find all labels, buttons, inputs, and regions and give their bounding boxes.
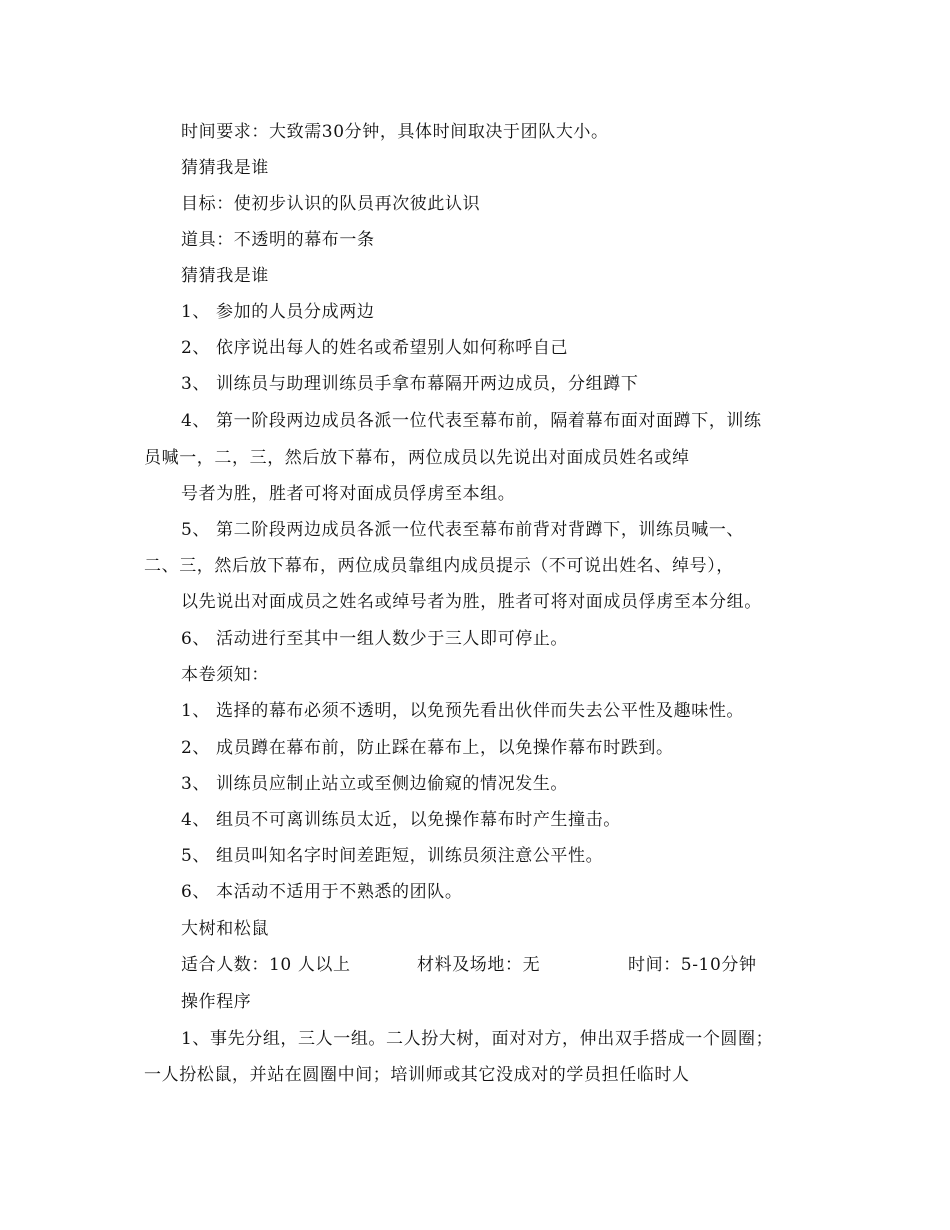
step-6: 6、 活动进行至其中一组人数少于三人即可停止。 (181, 629, 569, 649)
note-3: 3、 训练员应制止站立或至侧边偷窥的情况发生。 (181, 774, 569, 794)
time-requirement-line: 时间要求：大致需30分钟，具体时间取决于团队大小。 (181, 122, 609, 142)
step-1: 1、 参加的人员分成两边 (181, 302, 375, 322)
info-time: 时间：5-10分钟 (628, 955, 757, 975)
section-heading-tree-squirrel: 大树和松鼠 (181, 919, 269, 939)
procedure-step-1-continued: 一人扮松鼠，并站在圆圈中间；培训师或其它没成对的学员担任临时人 (144, 1065, 690, 1085)
notes-heading: 本卷须知： (181, 665, 269, 685)
step-3: 3、 训练员与助理训练员手拿布幕隔开两边成员，分组蹲下 (181, 374, 639, 394)
step-4: 4、 第一阶段两边成员各派一位代表至幕布前，隔着幕布面对面蹲下，训练 (181, 411, 762, 431)
step-5-continued: 二、三，然后放下幕布，两位成员靠组内成员提示（不可说出姓名、绰号）， (144, 556, 734, 576)
step-5-continued: 以先说出对面成员之姓名或绰号者为胜，胜者可将对面成员俘虏至本分组。 (181, 592, 762, 612)
info-materials: 材料及场地：无 (417, 955, 541, 975)
section-heading-guess-who: 猜猜我是谁 (181, 158, 269, 178)
step-4-continued: 员喊一，二，三，然后放下幕布，两位成员以先说出对面成员姓名或绰 (144, 448, 690, 468)
props-line: 道具：不透明的幕布一条 (181, 230, 375, 250)
note-4: 4、 组员不可离训练员太近，以免操作幕布时产生撞击。 (181, 810, 621, 830)
info-people: 适合人数：10 人以上 (181, 955, 351, 975)
step-4-continued: 号者为胜，胜者可将对面成员俘虏至本组。 (181, 484, 516, 504)
procedure-heading: 操作程序 (181, 992, 252, 1012)
note-6: 6、 本活动不适用于不熟悉的团队。 (181, 882, 463, 902)
goal-line: 目标：使初步认识的队员再次彼此认识 (181, 194, 481, 214)
note-1: 1、 选择的幕布必须不透明，以免预先看出伙伴而失去公平性及趣味性。 (181, 701, 745, 721)
note-2: 2、 成员蹲在幕布前，防止踩在幕布上，以免操作幕布时跌到。 (181, 738, 674, 758)
procedure-step-1: 1、事先分组，三人一组。二人扮大树，面对对方，伸出双手搭成一个圆圈； (181, 1029, 774, 1049)
step-2: 2、 依序说出每人的姓名或希望别人如何称呼自己 (181, 338, 569, 358)
note-5: 5、 组员叫知名字时间差距短，训练员须注意公平性。 (181, 846, 604, 866)
subheading-guess-who: 猜猜我是谁 (181, 266, 269, 286)
step-5: 5、 第二阶段两边成员各派一位代表至幕布前背对背蹲下，训练员喊一、 (181, 520, 745, 540)
